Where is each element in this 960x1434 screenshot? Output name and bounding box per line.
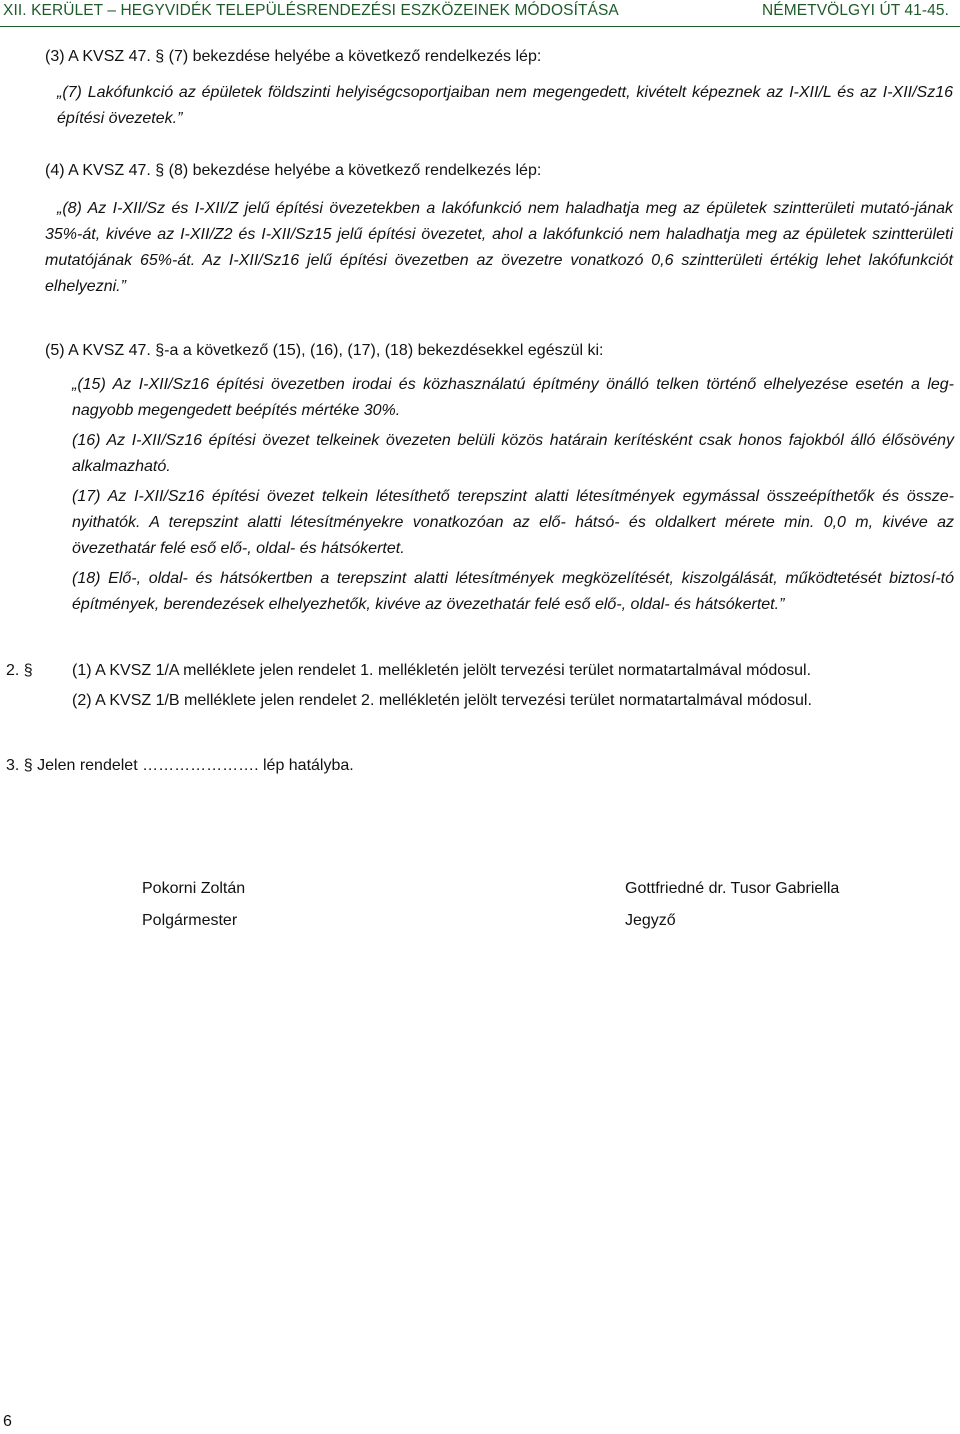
section-5-p16: (16) Az I-XII/Sz16 építési övezet telkeinek övezeten belüli közös határain kerítésként csak honos fajokból álló élősövény alkalmazható. (72, 432, 954, 475)
signature-left-name: Pokorni Zoltán (142, 880, 246, 897)
signature-left-title: Polgármester (142, 912, 238, 929)
page-header (0, 0, 960, 27)
paragraph-2-line-1: (1) A KVSZ 1/A melléklete jelen rendelet 1. mellékletén jelölt tervezési terület normatartalmával módosul. (72, 662, 812, 679)
signature-right-title: Jegyző (625, 912, 676, 929)
paragraph-2-line-2: (2) A KVSZ 1/B melléklete jelen rendelet 2. mellékletén jelölt tervezési terület normatartalmával módosul. (72, 692, 812, 709)
section-5-p17: (17) Az I-XII/Sz16 építési övezet telkein létesíthető terepszint alatti létesítmények egymással összeépíthetők és össze-nyithatók. A terepszint alatti létesítményekre vonatkozóan az elő- hátsó- és oldalkert mérete min. 0,0 m, kivéve az övezethatár felé eső elő-, oldal- és hátsókertet. (72, 488, 954, 557)
section-3-text: „(7) Lakófunkció az épületek földszinti helyiségcsoportjaiban nem megengedett, kivételt képeznek az I-XII/L és az I-XII/Sz16 építési övezetek.” (57, 84, 953, 127)
paragraph-2-number: 2. § (6, 662, 33, 679)
paragraph-3: 3. § Jelen rendelet …………………. lép hatályba. (6, 757, 354, 774)
header-address: NÉMETVÖLGYI ÚT 41-45. (761, 2, 949, 19)
section-5-p15: „(15) Az I-XII/Sz16 építési övezetben irodai és közhasználatú építmény önálló telken történő elhelyezése esetén a leg-nagyobb megengedett beépítés mértéke 30%. (72, 376, 954, 419)
section-5-p18: (18) Elő-, oldal- és hátsókertben a terepszint alatti létesítmények megközelítését, kiszolgálását, működtetését biztosí-tó építmények, berendezések elhelyezhetők, kivéve az övezethatár felé eső elő-, oldal- és hátsókertet.” (72, 570, 954, 613)
header-title: XII. KERÜLET – HEGYVIDÉK TELEPÜLÉSRENDEZÉSI ESZKÖZEINEK MÓDOSÍTÁSA (3, 2, 619, 19)
page-number: 6 (3, 1413, 12, 1430)
section-4-intro: (4) A KVSZ 47. § (8) bekezdése helyébe a következő rendelkezés lép: (45, 162, 542, 179)
signature-right-name: Gottfriedné dr. Tusor Gabriella (625, 880, 840, 897)
section-4-text: „(8) Az I-XII/Sz és I-XII/Z jelű építési övezetekben a lakófunkció nem haladhatja meg az épületek szintterületi mutató-jának 35%-át, kivéve az I-XII/Z2 és I-XII/Sz15 jelű építési övezetet, ahol a lakófunkció nem haladhatja meg az épületek szintterületi mutatójának 65%-át. Az I-XII/Sz16 jelű építési övezetben az övezetre vonatkozó 0,6 szintterületi értékig lehet lakófunkciót elhelyezni.” (45, 200, 953, 295)
section-5-intro: (5) A KVSZ 47. §-a a következő (15), (16), (17), (18) bekezdésekkel egészül ki: (45, 342, 604, 359)
section-3-intro: (3) A KVSZ 47. § (7) bekezdése helyébe a következő rendelkezés lép: (45, 48, 542, 65)
